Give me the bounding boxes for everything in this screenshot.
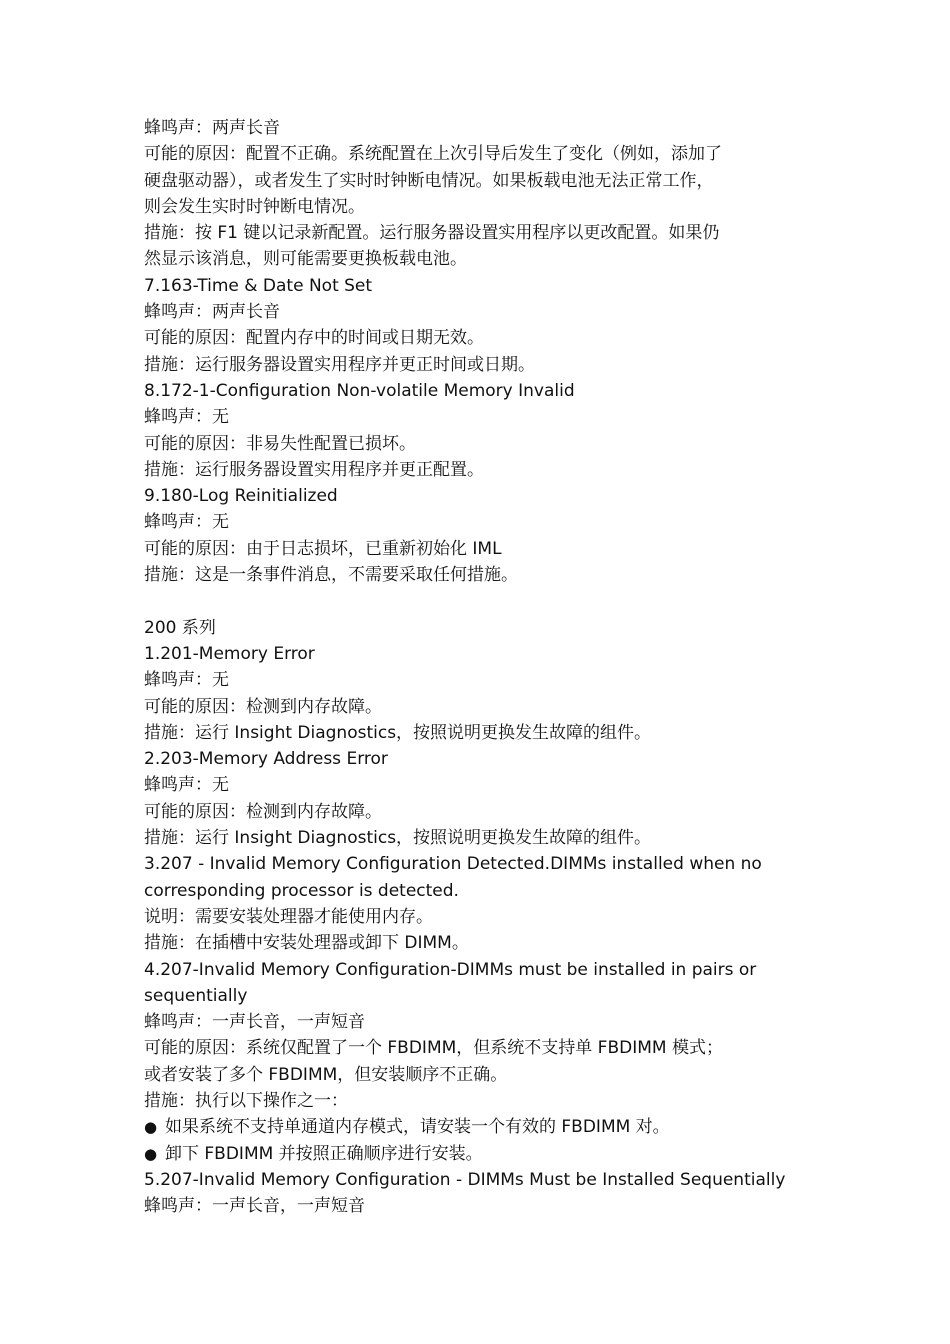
text-line: 或者安装了多个 FBDIMM，但安装顺序不正确。 xyxy=(144,1064,508,1085)
text-line: 蜂鸣声：一声长音，一声短音 xyxy=(144,1196,365,1217)
document-body xyxy=(144,115,814,1219)
section-heading: sequentially xyxy=(144,985,248,1006)
text-line: 硬盘驱动器），或者发生了实时时钟断电情况。如果板载电池无法正常工作， xyxy=(144,170,714,191)
section-heading: 5.207-Invalid Memory Configuration - DIMMs Must be Installed Sequentially xyxy=(144,1169,786,1190)
text-line: 可能的原因：由于日志损坏，已重新初始化 IML xyxy=(144,538,502,559)
text-line: 措施：运行 Insight Diagnostics，按照说明更换发生故障的组件。 xyxy=(144,722,652,743)
text-line: 可能的原因：配置不正确。系统配置在上次引导后发生了变化（例如，添加了 xyxy=(144,144,722,165)
text-line: 蜂鸣声：无 xyxy=(144,512,229,533)
text-line: 措施：运行服务器设置实用程序并更正时间或日期。 xyxy=(144,354,535,375)
section-heading: 7.163-Time & Date Not Set xyxy=(144,275,373,296)
text-line: 说明：需要安装处理器才能使用内存。 xyxy=(144,906,433,927)
series-heading: 200 系列 xyxy=(144,617,216,638)
text-line: 蜂鸣声：无 xyxy=(144,775,229,796)
section-heading: corresponding processor is detected. xyxy=(144,880,459,901)
text-line: 蜂鸣声：两声长音 xyxy=(144,302,280,323)
bullet-item: ● 如果系统不支持单通道内存模式，请安装一个有效的 FBDIMM 对。 xyxy=(144,1114,814,1140)
section-heading: 1.201-Memory Error xyxy=(144,643,315,664)
text-line: 可能的原因：检测到内存故障。 xyxy=(144,801,382,822)
text-line: 可能的原因：非易失性配置已损坏。 xyxy=(144,433,416,454)
text-line: 措施：按 F1 键以记录新配置。运行服务器设置实用程序以更改配置。如果仍 xyxy=(144,223,720,244)
bullet-item: ● 卸下 FBDIMM 并按照正确顺序进行安装。 xyxy=(144,1141,814,1167)
blank-line xyxy=(144,588,814,614)
text-line: 则会发生实时时钟断电情况。 xyxy=(144,196,365,217)
section-heading: 4.207-Invalid Memory Configuration-DIMMs must be installed in pairs or xyxy=(144,959,757,980)
section-heading: 8.172-1-Configuration Non-volatile Memory Invalid xyxy=(144,380,575,401)
text-line: 蜂鸣声：两声长音 xyxy=(144,118,280,138)
text-line: 措施：运行 Insight Diagnostics，按照说明更换发生故障的组件。 xyxy=(144,828,652,849)
text-line: 蜂鸣声：无 xyxy=(144,670,229,691)
text-line: 蜂鸣声：一声长音，一声短音 xyxy=(144,1012,365,1033)
section-heading: 3.207 - Invalid Memory Configuration Detected.DIMMs installed when no xyxy=(144,854,762,875)
text-line: 措施：这是一条事件消息，不需要采取任何措施。 xyxy=(144,565,518,586)
text-line: 措施：运行服务器设置实用程序并更正配置。 xyxy=(144,459,484,480)
section-heading: 9.180-Log Reinitialized xyxy=(144,486,338,507)
text-line: 可能的原因：检测到内存故障。 xyxy=(144,696,382,717)
text-line: 措施：在插槽中安装处理器或卸下 DIMM。 xyxy=(144,933,469,954)
text-line: 可能的原因：配置内存中的时间或日期无效。 xyxy=(144,328,484,349)
section-heading: 2.203-Memory Address Error xyxy=(144,749,388,770)
text-line: 可能的原因：系统仅配置了一个 FBDIMM，但系统不支持单 FBDIMM 模式； xyxy=(144,1038,723,1059)
text-line: 蜂鸣声：无 xyxy=(144,407,229,428)
text-line: 然显示该消息，则可能需要更换板载电池。 xyxy=(144,249,467,270)
text-line: 措施：执行以下操作之一： xyxy=(144,1090,348,1111)
